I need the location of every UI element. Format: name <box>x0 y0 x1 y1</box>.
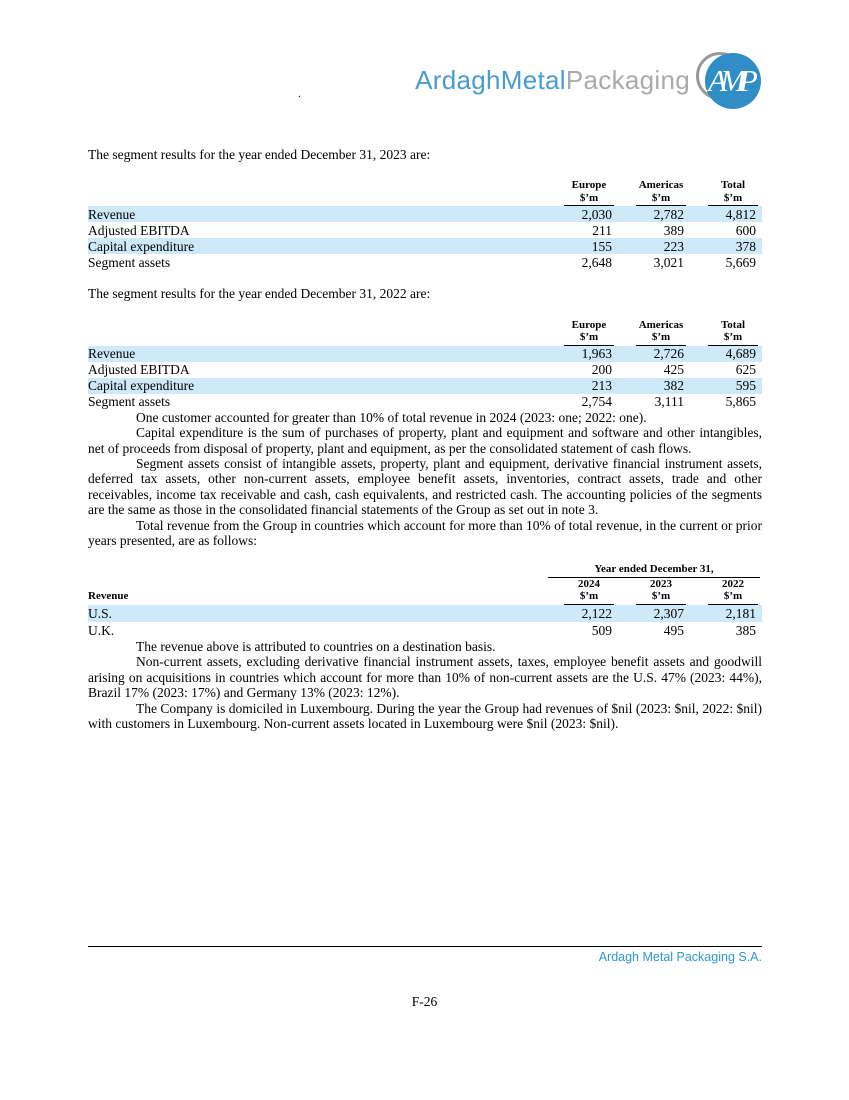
unit-row <box>88 590 762 605</box>
value-cell: 213 <box>591 378 612 394</box>
column-year-2024: 2024 <box>578 577 600 590</box>
row-label: Capital expenditure <box>88 378 195 394</box>
header-row <box>88 319 762 346</box>
row-label: Revenue <box>88 206 136 222</box>
row-label: Revenue <box>88 346 136 362</box>
table-row-capital-expenditure <box>88 378 762 394</box>
segment-results-2022-table <box>88 319 762 410</box>
unit-header: $’m <box>636 590 686 605</box>
paragraph-luxembourg: The Company is domiciled in Luxembourg. During the year the Group had revenues of $nil (2023: $nil, 2022: $nil) with customers in Luxembourg. Non-current assets located in Luxembourg were $nil (2023: $nil). <box>88 700 762 731</box>
value-cell: 5,865 <box>725 394 756 410</box>
page-content <box>88 147 762 731</box>
header-row <box>88 179 762 206</box>
footer-divider <box>88 946 762 947</box>
value-cell: 2,122 <box>581 605 612 621</box>
table-row-segment-assets <box>88 394 762 410</box>
value-cell: 495 <box>663 622 684 638</box>
value-cell: 2,648 <box>581 254 612 270</box>
segment-2022-intro: The segment results for the year ended December 31, 2022 are: <box>88 286 431 302</box>
table-row-adjusted-ebitda <box>88 222 762 238</box>
paragraph-segment-assets: Segment assets consist of intangible assets, property, plant and equipment, derivative financial instrument assets, deferred tax assets, other non-current assets, employee benefit assets, inventories, contract assets, trade and other receivables, income tax receivable and cash, cash equivalents, and restricted cash. The accounting policies of the segments are the same as those in the consolidated financial statements of the Group as set out in note 3. <box>88 456 762 518</box>
value-cell: 3,111 <box>654 394 684 410</box>
logo-wordmark <box>415 65 690 96</box>
row-label: Segment assets <box>88 254 171 270</box>
paragraph-total-revenue-intro: Total revenue from the Group in countries which account for more than 10% of total revenue, in the current or prior years presented, are as follows: <box>88 517 762 549</box>
row-label: Capital expenditure <box>88 238 195 254</box>
column-year-2022: 2022 <box>722 577 745 590</box>
value-cell: 211 <box>592 222 612 238</box>
table-row-uk <box>88 622 762 639</box>
value-cell: 2,181 <box>725 605 757 621</box>
value-cell: 4,812 <box>725 206 756 222</box>
value-cell: 2,782 <box>653 206 684 222</box>
value-cell: 2,307 <box>653 605 684 621</box>
page-number: F-26 <box>411 994 438 1009</box>
value-cell: 223 <box>663 238 684 254</box>
table-row-revenue <box>88 346 762 362</box>
row-label: Segment assets <box>88 394 171 410</box>
logo-monogram-text: AMP <box>708 63 751 98</box>
table-row-adjusted-ebitda <box>88 362 762 378</box>
year-row <box>88 578 762 591</box>
row-label: Adjusted EBITDA <box>88 222 190 238</box>
company-logo <box>415 50 764 110</box>
footer-company-name: Ardagh Metal Packaging S.A. <box>598 950 762 964</box>
value-cell: 1,963 <box>581 346 612 362</box>
column-header-americas: Americas $’m <box>636 319 686 346</box>
value-cell: 600 <box>735 222 756 238</box>
value-cell: 2,030 <box>581 206 612 222</box>
segment-results-2023-table <box>88 179 762 270</box>
value-cell: 5,669 <box>725 254 756 270</box>
column-header-europe: Europe $’m <box>564 319 614 346</box>
value-cell: 2,754 <box>581 394 612 410</box>
row-label: U.K. <box>88 622 115 638</box>
row-label: Adjusted EBITDA <box>88 362 190 378</box>
value-cell: 2,726 <box>653 346 684 362</box>
value-cell: 378 <box>735 238 756 254</box>
value-cell: 200 <box>591 362 612 378</box>
value-cell: 3,021 <box>653 254 684 270</box>
value-cell: 509 <box>591 622 612 638</box>
table-row-segment-assets <box>88 254 762 270</box>
value-cell: 595 <box>735 378 756 394</box>
value-cell: 155 <box>591 238 612 254</box>
unit-header: $’m <box>564 590 614 605</box>
stray-period: . <box>298 86 301 100</box>
paragraph-non-current-assets: Non-current assets, excluding derivative financial instrument assets, taxes, employee benefit assets and goodwill arising on acquisitions in countries which account for more than 10% of non-current assets are the U.S. 47% (2023: 44%), Brazil 17% (2023: 17%) and Germany 13% (2023: 12%). <box>88 654 762 701</box>
value-cell: 382 <box>663 378 684 394</box>
column-header-total: Total $’m <box>708 179 758 206</box>
revenue-by-country-table <box>88 563 762 639</box>
column-header-total: Total $’m <box>708 319 758 346</box>
paragraph-customer-concentration: One customer accounted for greater than 10% of total revenue in 2024 (2023: one; 2022: one). <box>136 409 647 425</box>
row-group-label: Revenue <box>88 590 129 603</box>
logo-text-metal: Metal <box>500 64 566 95</box>
table-row-us <box>88 605 762 622</box>
logo-text-packaging: Packaging <box>565 64 690 95</box>
span-header-row <box>88 563 762 578</box>
column-year-2023: 2023 <box>650 577 672 590</box>
value-cell: 425 <box>663 362 684 378</box>
unit-header: $’m <box>708 590 758 605</box>
table-row-capital-expenditure <box>88 238 762 254</box>
row-label: U.S. <box>88 605 113 621</box>
table-row-revenue <box>88 206 762 222</box>
value-cell: 4,689 <box>725 346 756 362</box>
value-cell: 385 <box>735 622 757 638</box>
column-header-americas: Americas $’m <box>636 179 686 206</box>
amp-monogram-icon <box>696 50 764 110</box>
paragraph-destination-basis: The revenue above is attributed to countries on a destination basis. <box>136 638 496 654</box>
column-header-europe: Europe $’m <box>564 179 614 206</box>
logo-text-ardagh: Ardagh <box>415 64 501 95</box>
segment-2023-intro: The segment results for the year ended December 31, 2023 are: <box>88 147 431 162</box>
value-cell: 389 <box>663 222 684 238</box>
value-cell: 625 <box>735 362 756 378</box>
paragraph-capital-expenditure: Capital expenditure is the sum of purchases of property, plant and equipment and software and other intangibles, net of proceeds from disposal of property, plant and equipment, as per the consolidated statement of cash flows. <box>88 425 762 456</box>
year-ended-header: Year ended December 31, <box>548 563 760 578</box>
